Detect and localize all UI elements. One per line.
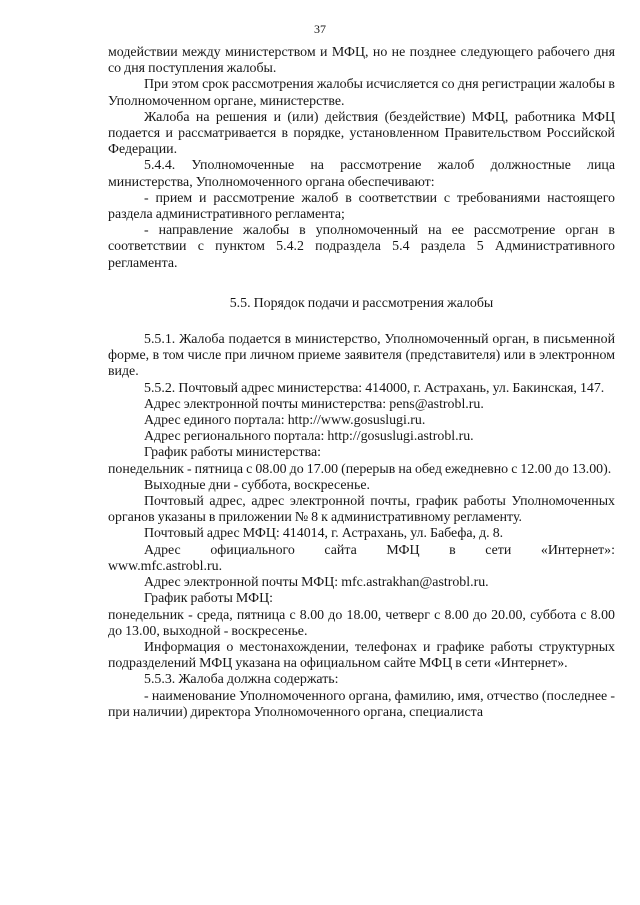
paragraph-mfc-complaint: Жалоба на решения и (или) действия (бездействие) МФЦ, работника МФЦ подается и рассматривается в порядке, установленном Правительством Российской Федерации. <box>108 109 615 158</box>
paragraph-complaint-term: При этом срок рассмотрения жалобы исчисляется со дня регистрации жалобы в Уполномоченном органе, министерстве. <box>108 77 615 109</box>
regional-portal-address: Адрес регионального портала: http://gosuslugi.astrobl.ru. <box>144 429 474 445</box>
ministry-schedule-heading: График работы министерства: <box>144 445 322 461</box>
list-item-authorized-body: - наименование Уполномоченного органа, фамилию, имя, отчество (последнее - при наличии) директора Уполномоченного органа, специалиста <box>108 688 615 720</box>
mfc-postal-address: Почтовый адрес МФЦ: 414014, г. Астрахань, ул. Бабефа, д. 8. <box>144 526 504 542</box>
ministry-schedule: понедельник - пятница с 08.00 до 17.00 (перерыв на обед ежедневно с 12.00 до 13.00). <box>108 461 612 477</box>
ministry-email: Адрес электронной почты министерства: pens@astrobl.ru. <box>144 396 484 412</box>
mfc-email: Адрес электронной почты МФЦ: mfc.astrakhan@astrobl.ru. <box>144 575 489 591</box>
authorized-bodies-contacts: Почтовый адрес, адрес электронной почты, график работы Уполномоченных органов указаны в приложении № 8 к административному регламенту. <box>108 494 615 526</box>
list-item-forwarding: - направление жалобы в уполномоченный на ее рассмотрение орган в соответствии с пунктом 5.4.2 подраздела 5.4 раздела 5 Административного регламента. <box>108 223 615 271</box>
section-heading-5-5: 5.5. Порядок подачи и рассмотрения жалобы <box>229 295 494 311</box>
list-item-reception: - прием и рассмотрение жалоб в соответствии с требованиями настоящего раздела административного регламента; <box>108 190 615 223</box>
paragraph-5-5-2: 5.5.2. Почтовый адрес министерства: 414000, г. Астрахань, ул. Бакинская, 147. <box>144 380 605 396</box>
days-off: Выходные дни - суббота, воскресенье. <box>144 477 370 493</box>
unified-portal-address: Адрес единого портала: http://www.gosuslugi.ru. <box>144 413 426 429</box>
paragraph-5-4-4: 5.4.4. Уполномоченные на рассмотрение жалоб должностные лица министерства, Уполномоченного органа обеспечивают: <box>108 158 615 190</box>
page-number: 37 <box>314 22 326 36</box>
paragraph-continuation: модействии между министерством и МФЦ, но не позднее следующего рабочего дня со дня поступления жалобы. <box>108 45 615 77</box>
document-body <box>108 45 615 721</box>
paragraph-5-5-1: 5.5.1. Жалоба подается в министерство, Уполномоченный орган, в письменной форме, в том числе при личном приеме заявителя (представителя) или в электронном виде. <box>108 332 615 380</box>
mfc-structural-info: Информация о местонахождении, телефонах и графике работы структурных подразделений МФЦ указана на официальном сайте МФЦ в сети «Интернет». <box>108 639 615 672</box>
mfc-schedule-heading: График работы МФЦ: <box>144 591 273 607</box>
paragraph-5-5-3: 5.5.3. Жалоба должна содержать: <box>144 672 339 688</box>
mfc-website: Адрес официального сайта МФЦ в сети «Интернет»: www.mfc.astrobl.ru. <box>108 542 615 574</box>
mfc-schedule: понедельник - среда, пятница с 8.00 до 18.00, четверг с 8.00 до 20.00, суббота с 8.00 до 13.00, выходной - воскресенье. <box>108 607 615 639</box>
